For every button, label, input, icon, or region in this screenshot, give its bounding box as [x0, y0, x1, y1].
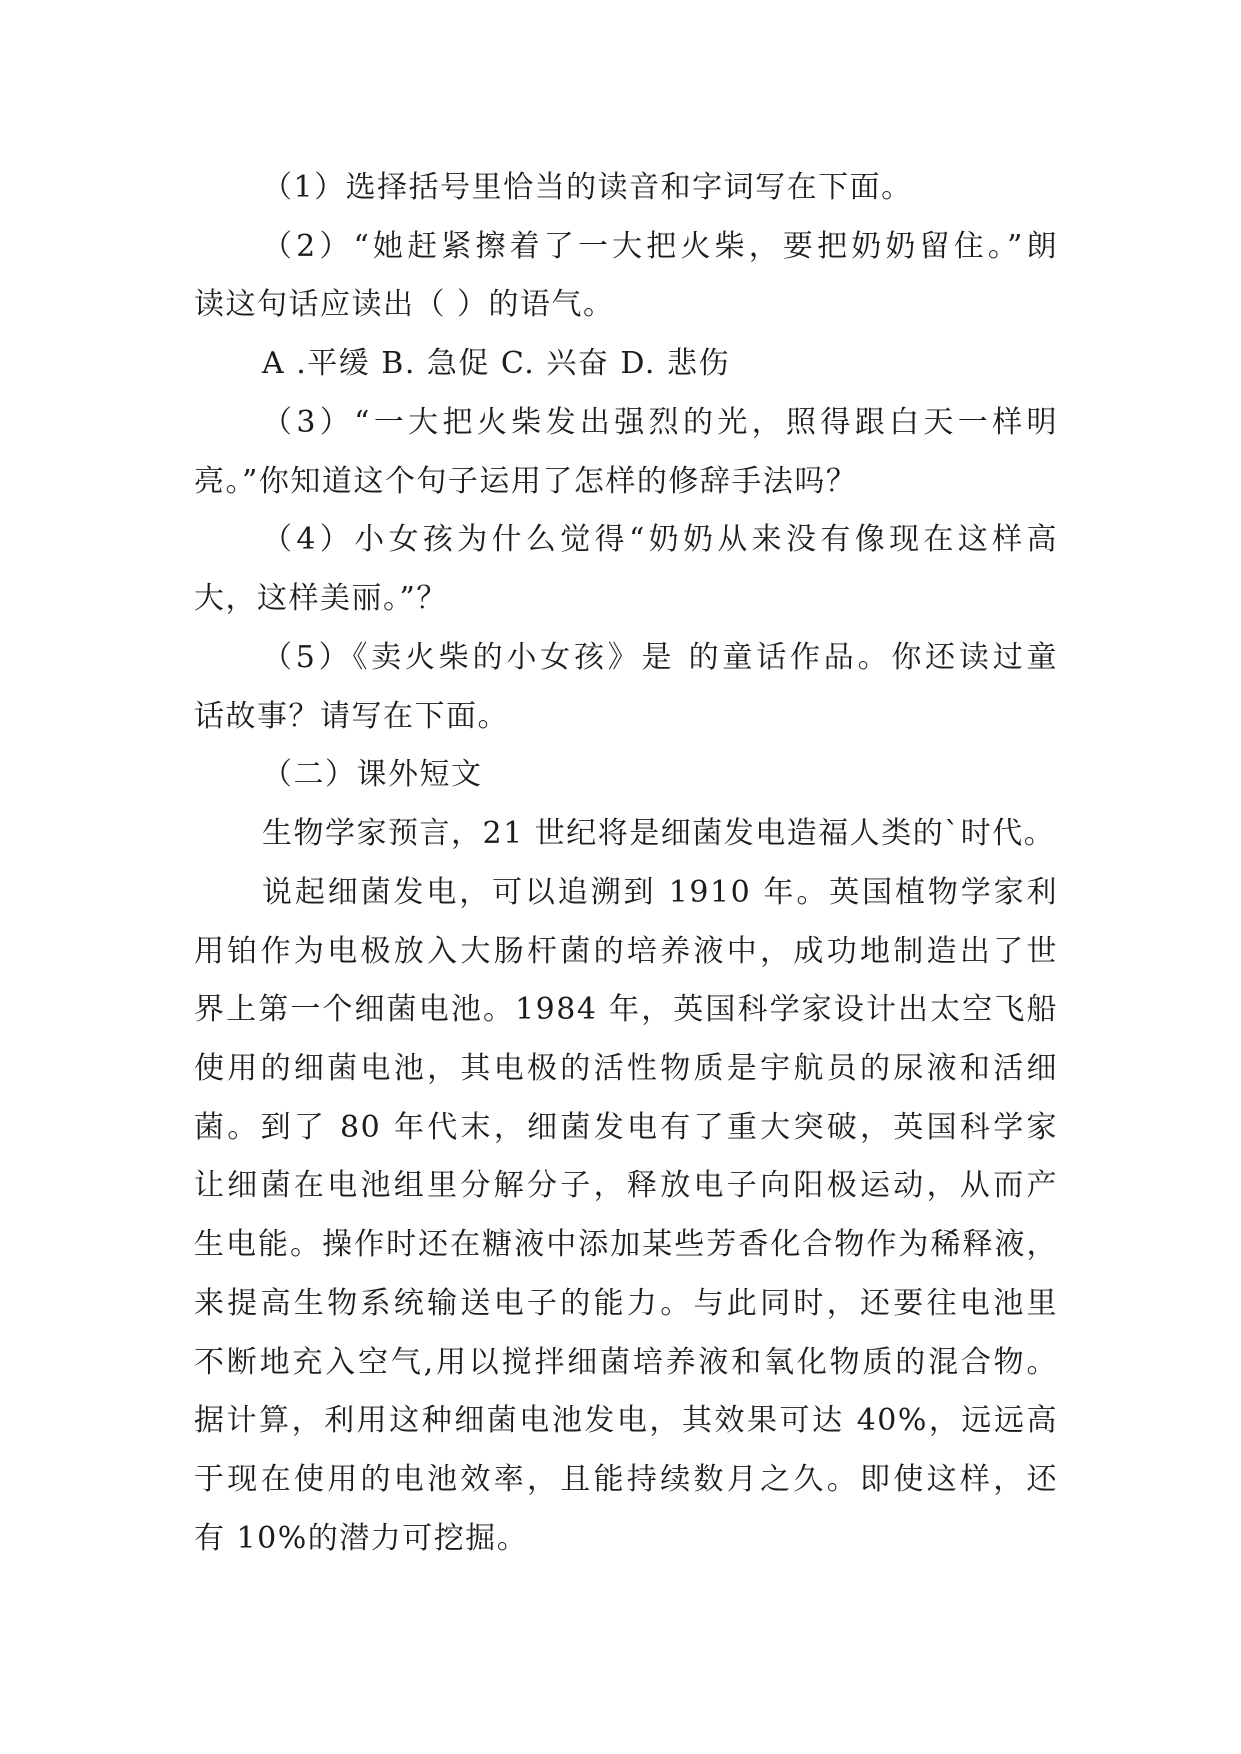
text-line: 生电能。操作时还在糖液中添加某些芳香化合物作为稀释液，: [194, 1227, 1058, 1263]
passage-intro: [194, 805, 1058, 864]
text-line: （2）“她赶紧擦着了一大把火柴，要把奶奶留住。”朗: [262, 228, 1058, 264]
text-line: （4）小女孩为什么觉得“奶奶从来没有像现在这样高: [262, 522, 1058, 558]
question-5: [194, 629, 1058, 746]
text-line: 不断地充入空气,用以搅拌细菌培养液和氧化物质的混合物。: [194, 1344, 1058, 1380]
question-2: [194, 218, 1058, 335]
text-line: 来提高生物系统输送电子的能力。与此同时，还要往电池里: [194, 1285, 1058, 1321]
text-line: 生物学家预言，21 世纪将是细菌发电造福人类的`时代。: [262, 816, 1056, 852]
text-line: 让细菌在电池组里分解分子，释放电子向阳极运动，从而产: [194, 1168, 1058, 1204]
question-4: [194, 511, 1058, 628]
text-line: 于现在使用的电池效率，且能持续数月之久。即使这样，还: [194, 1462, 1058, 1498]
text-line: 界上第一个细菌电池。1984 年，英国科学家设计出太空飞船: [194, 992, 1058, 1028]
text-line: （1）选择括号里恰当的读音和字词写在下面。: [262, 170, 913, 205]
text-line: 菌。到了 80 年代末，细菌发电有了重大突破，英国科学家: [194, 1109, 1058, 1145]
text-line: 说起细菌发电，可以追溯到 1910 年。英国植物学家利: [262, 874, 1058, 910]
text-line: 用铂作为电极放入大肠杆菌的培养液中，成功地制造出了世: [194, 933, 1058, 969]
text-line: （3）“一大把火柴发出强烈的光，照得跟白天一样明: [262, 404, 1058, 440]
text-line: 亮。”你知道这个句子运用了怎样的修辞手法吗？: [194, 463, 858, 499]
text-line: （5）《卖火柴的小女孩》是 的童话作品。你还读过童: [262, 639, 1058, 675]
text-line: 话故事？请写在下面。: [194, 698, 509, 734]
text-line: （二）课外短文: [262, 757, 483, 793]
text-line: 有 10%的潜力可挖掘。: [194, 1520, 529, 1556]
question-2-options: [194, 335, 1058, 394]
text-line: 大，这样美丽。”？: [194, 581, 448, 617]
text-line: A .平缓 B. 急促 C. 兴奋 D. 悲伤: [262, 346, 730, 382]
question-1: [194, 159, 1058, 218]
passage-body: [194, 864, 1058, 1569]
section-heading: [194, 746, 1058, 805]
question-3: [194, 394, 1058, 511]
text-line: 读这句话应读出（ ）的语气。: [194, 287, 615, 323]
document-body: [194, 159, 1058, 1569]
text-line: 使用的细菌电池，其电极的活性物质是宇航员的尿液和活细: [194, 1051, 1058, 1087]
text-line: 据计算，利用这种细菌电池发电，其效果可达 40%，远远高: [194, 1403, 1058, 1439]
